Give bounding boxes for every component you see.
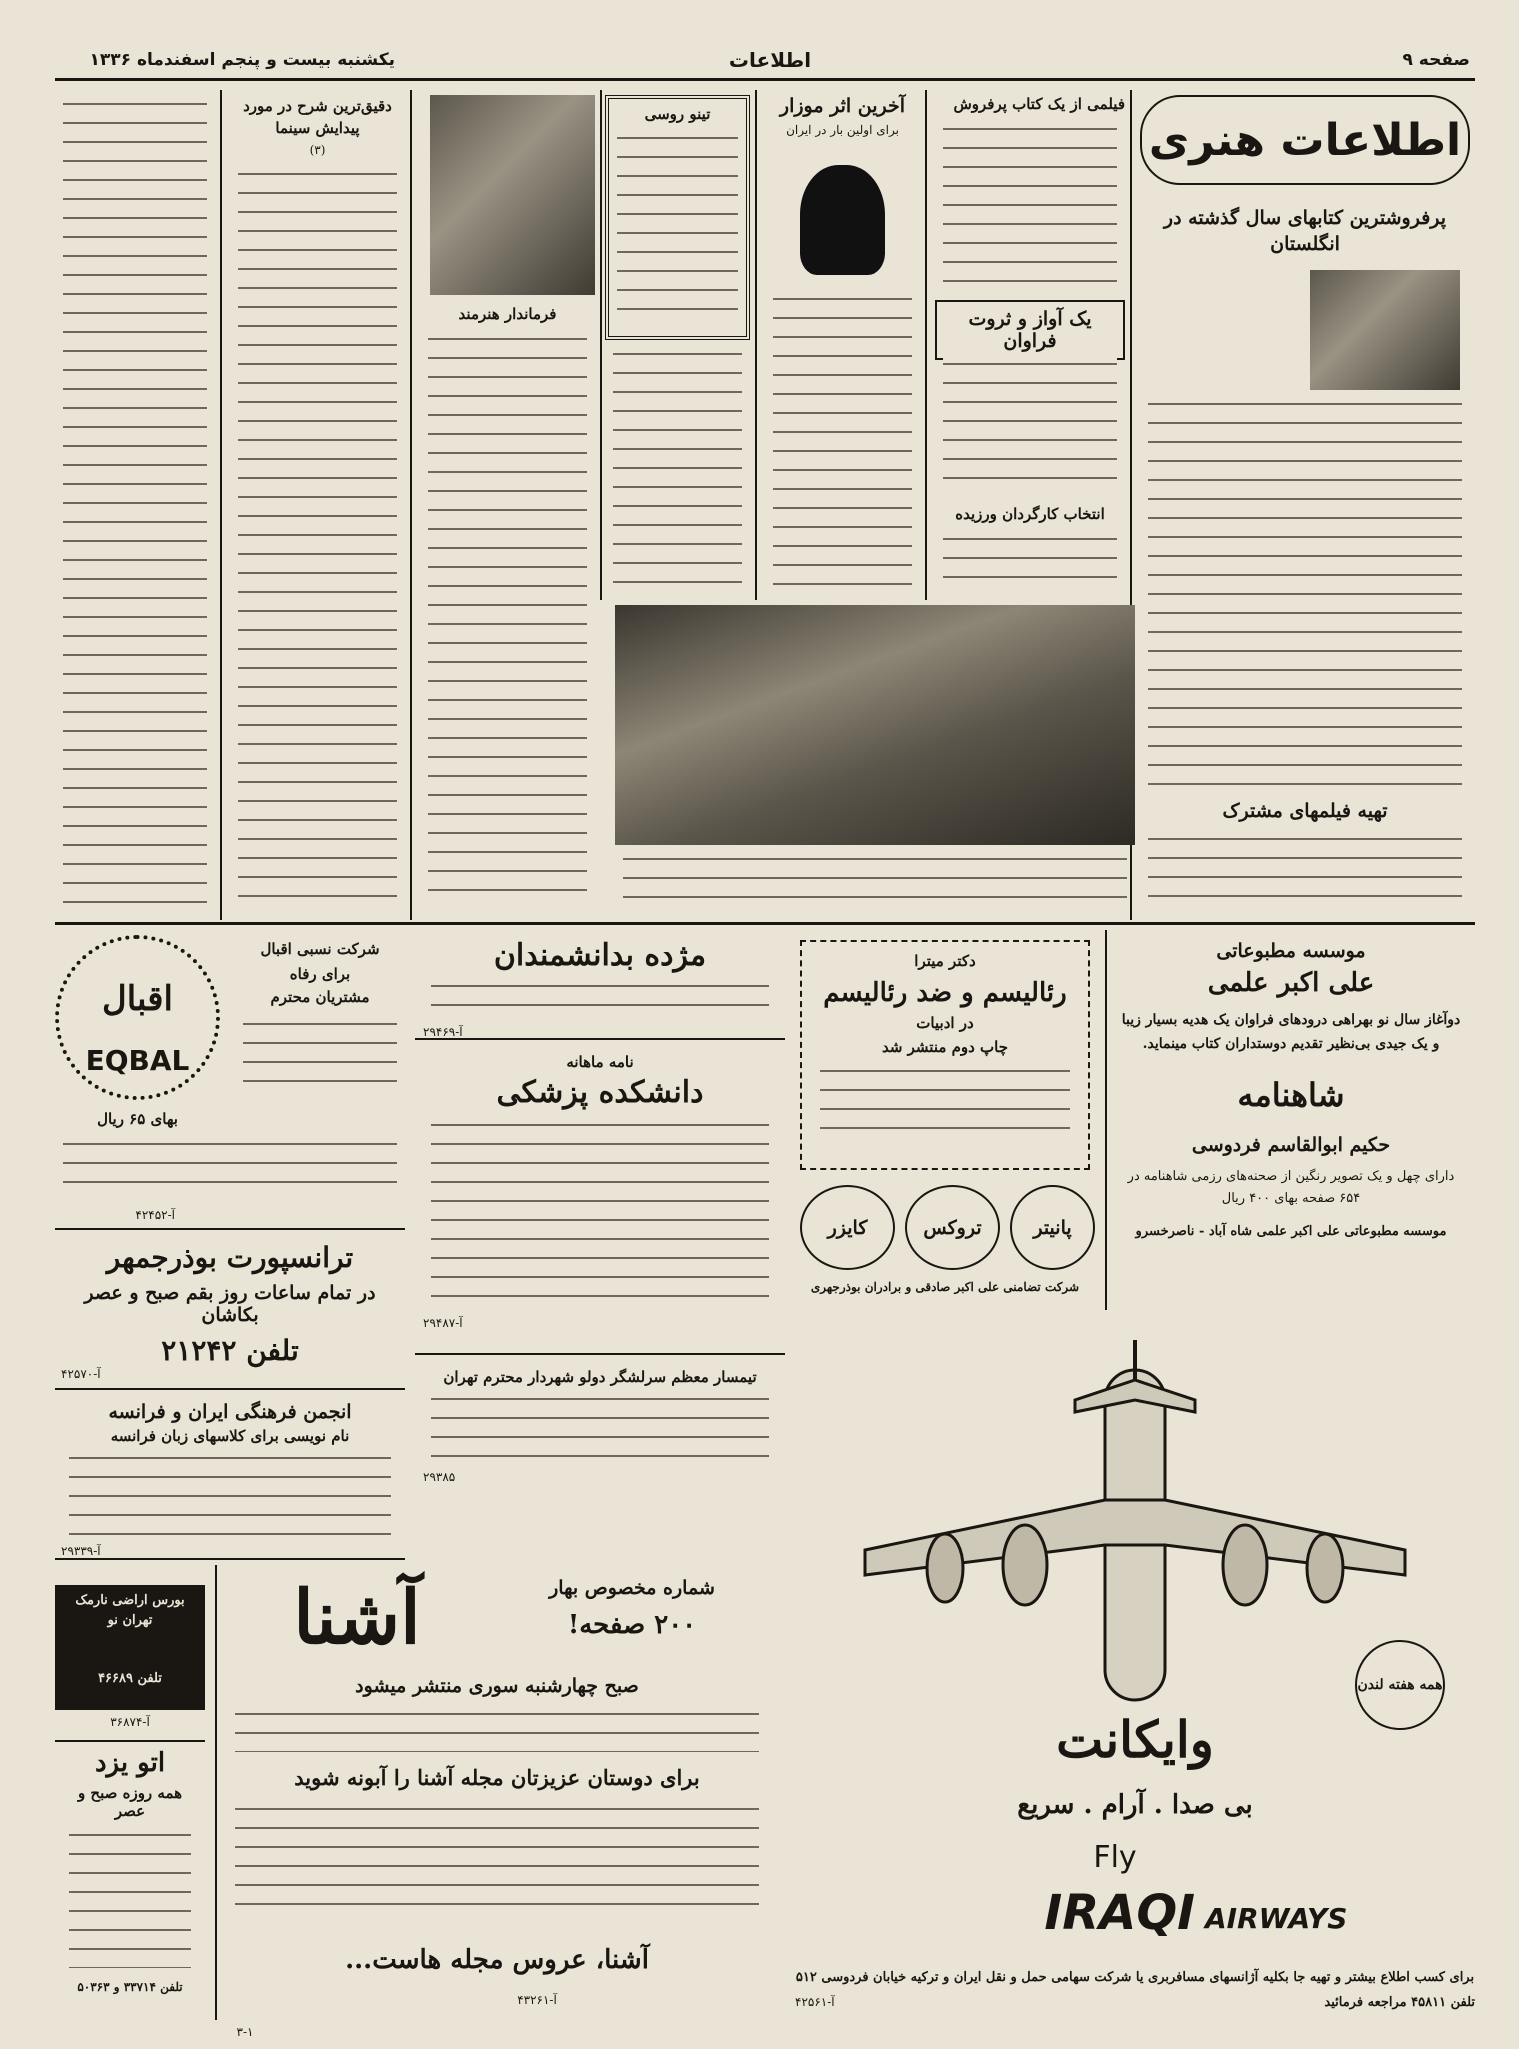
bestseller-headline: پرفروشترین کتابهای سال گذشته در انگلستان xyxy=(1163,207,1447,255)
ashna-magazine-ad: آشنا شماره مخصوص بهار ۲۰۰ صفحه! صبح چهارشنبه سوری منتشر میشود برای دوستان عزیزتان مجله آشنا را آبونه شوید آشنا، عروس مجله هاست... آ-۴۳۲۶۱ xyxy=(215,1565,785,2020)
narmak-ad: بورس اراضی نارمک تهران نو تلفن ۴۶۶۸۹ xyxy=(55,1585,205,1710)
header-rule xyxy=(55,78,1475,81)
governor-column xyxy=(420,95,595,915)
film-column xyxy=(935,95,1125,595)
mozart-headline: آخرین اثر موزار xyxy=(779,95,906,117)
mozart-silhouette xyxy=(800,165,885,275)
cinema-origin-headline: دقیق‌ترین شرح در مورد پیدایش سینما xyxy=(243,97,392,137)
iran-france-ad: انجمن فرهنگی ایران و فرانسه نام نویسی برای کلاسهای زبان فرانسه آ-۲۹۳۳۹ xyxy=(55,1395,405,1560)
eqbal-ad: اقبال EQBAL شرکت نسبی اقبال برای رفاه مشتریان محترم بهای ۶۵ ریال آ-۴۲۴۵۲ xyxy=(55,930,405,1230)
tino-column xyxy=(605,95,750,595)
transport-ad: ترانسپورت بوذرجمهر در تمام ساعات روز بقم صبح و عصر بکاشان تلفن ۲۱۲۴۲ آ-۴۲۵۷۰ xyxy=(55,1235,405,1390)
medical-faculty-ad: نامه ماهانه دانشکده پزشکی آ-۲۹۴۸۷ xyxy=(415,1045,785,1355)
issue-date: یکشنبه بیست و پنجم اسفندماه ۱۳۳۶ xyxy=(89,50,395,70)
mozart-subhead: برای اولین بار در ایران xyxy=(786,123,899,137)
mojdeh-ad: مژده بدانشمندان آ-۲۹۴۶۹ xyxy=(415,930,785,1040)
page-number: صفحه ۹ xyxy=(1402,50,1470,70)
mayor-notice: تیمسار معظم سرلشگر دولو شهردار محترم تهران ۲۹۳۸۵ xyxy=(415,1360,785,1495)
battle-caption xyxy=(615,850,1135,915)
airplane-illustration xyxy=(835,1340,1435,1720)
tino-headline: تینو روسی xyxy=(644,105,711,123)
fridge-brands-ad: پانیتر تروکس کایزر شرکت تضامنی علی اکبر صادقی و برادران بوذرجهری xyxy=(790,1180,1100,1310)
co-production-headline: تهیه فیلمهای مشترک xyxy=(1222,800,1388,822)
books-photo xyxy=(1310,270,1460,390)
viscount-title: وایکانت xyxy=(1056,1710,1214,1769)
ali-akbar-elmi-ad: موسسه مطبوعاتی علی اکبر علمی دوآغاز سال نو بهراهی درودهای فراوان یک هدیه بسیار زیبا و یک جیدی بی‌نظیر تقدیم دوستداران کتاب مینماید. شاهنامه حکیم ابوالقاسم فردوسی دارای چهل و یک تصویر رنگین از صحنه‌های رزمی شاهنامه در ۶۵۴ صفحه بهای ۴۰۰ ریال موسسه مطبوعاتی علی اکبر علمی شاه آباد - ناصرخسرو xyxy=(1105,930,1475,1310)
iraqi-brand: IRAQI xyxy=(1044,1885,1195,1941)
song-fortune-headline: یک آواز و ثروت فراوان xyxy=(935,300,1125,360)
art-news-column xyxy=(1140,95,1470,915)
battle-photo xyxy=(615,605,1135,845)
realism-book-ad: دکتر میترا رئالیسم و ضد رئالیسم در ادبیات چاپ دوم منتشر شد xyxy=(800,940,1090,1170)
iraqi-airways-ad: همه هفته لندن وایکانت بی صدا . آرام . سریع Fly IRAQI AIRWAYS برای کسب اطلاع بیشتر و تهیه جا بکلیه آژانسهای مسافربری یا شرکت سهامی حمل و نقل ایران و ترکیه خیابان فردوسی ۵۱۲ تلفن ۴۵۸۱۱ مراجعه فرمائید آ-۴۲۵۶۱ xyxy=(795,1320,1475,2020)
actress-photo xyxy=(430,95,595,295)
paper-name: اطلاعات xyxy=(728,48,812,72)
art-news-logo: اطلاعات هنری xyxy=(1140,95,1470,185)
bestseller-film-headline: فیلمی از یک کتاب پرفروش xyxy=(953,95,1125,113)
ashna-logo: آشنا xyxy=(293,1575,421,1661)
mozart-column xyxy=(765,95,920,595)
cinema-origin-column: دقیق‌ترین شرح در مورد پیدایش سینما (۳) xyxy=(230,95,405,915)
auto-yazd-ad: اتو یزد همه روزه صبح و عصر تلفن ۳۳۷۱۴ و ۵۰۳۶۳ xyxy=(55,1740,205,2020)
director-headline: انتخاب کارگردان ورزیده xyxy=(955,505,1105,523)
eqbal-gear-logo: اقبال EQBAL xyxy=(55,935,220,1100)
governor-headline: فرماندار هنرمند xyxy=(458,305,557,323)
